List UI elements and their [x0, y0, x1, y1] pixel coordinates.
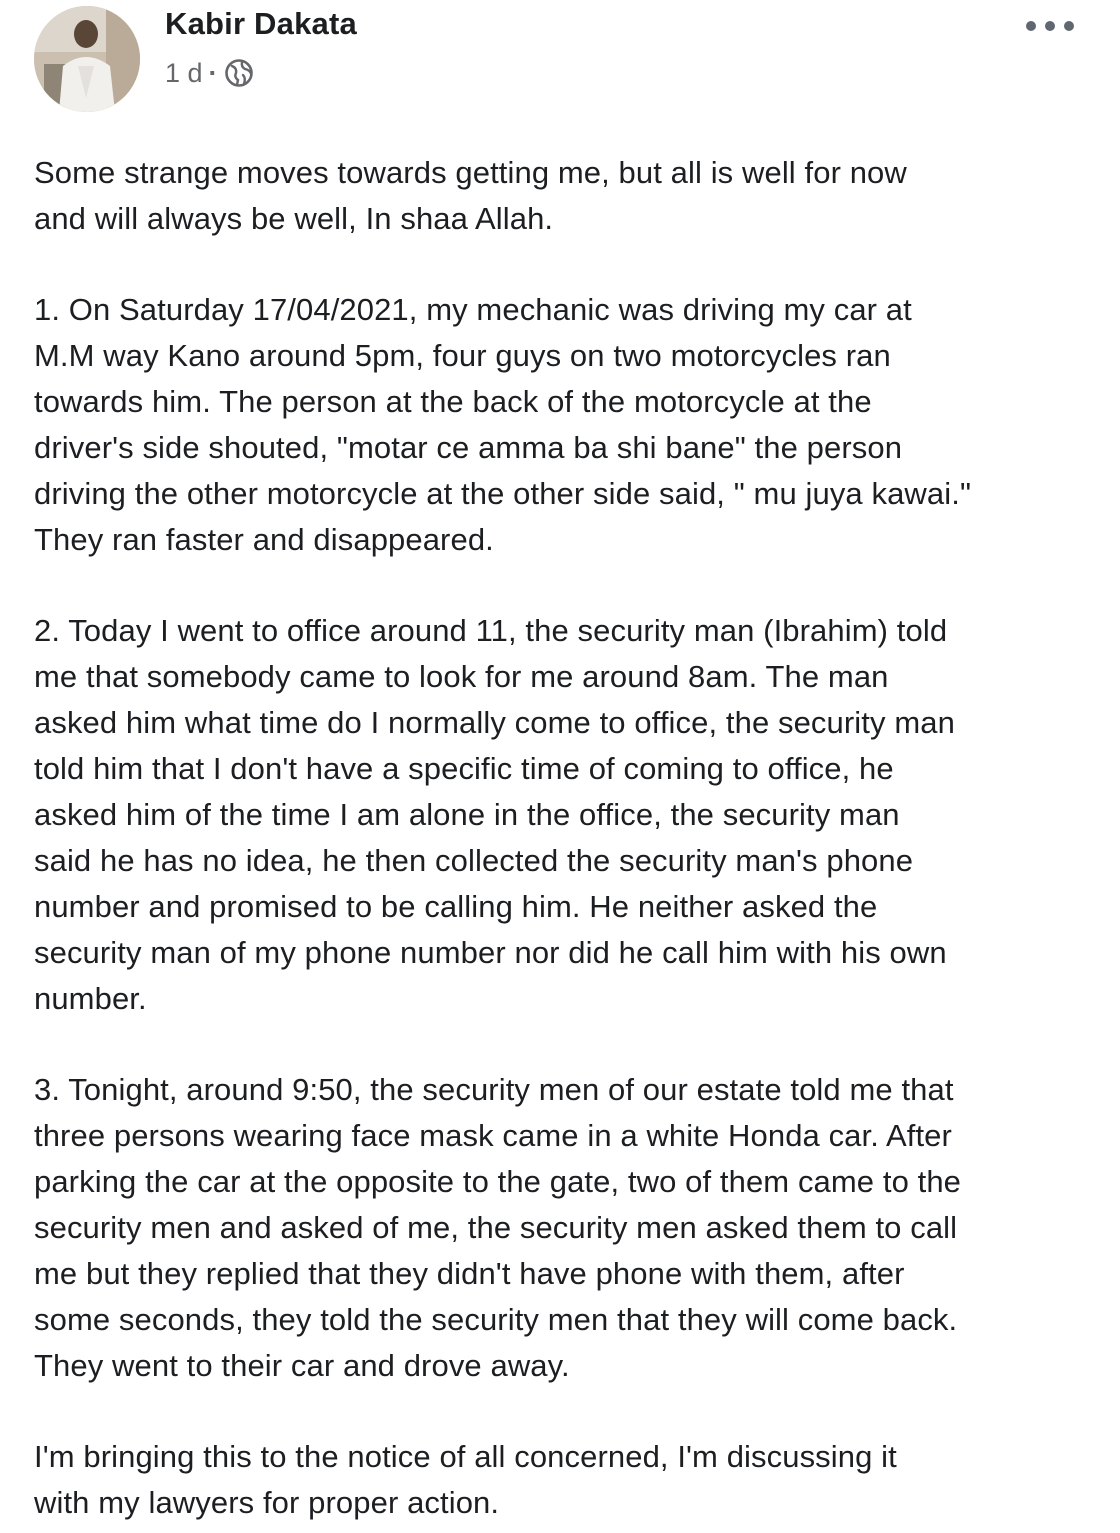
post-paragraph-closing: I'm bringing this to the notice of all concerned, I'm discussing it with my lawyers for proper action. — [34, 1439, 897, 1520]
post-paragraph-1: 1. On Saturday 17/04/2021, my mechanic was driving my car at M.M way Kano around 5pm, four guys on two motorcycles ran towards him. The person at the back of the motorcycle at the driver's side shouted, "motar ce amma ba shi bane" the person driving the other motorcycle at the other side said, " mu juya kawai." They ran faster and disappeared. — [34, 292, 972, 557]
more-dot — [1026, 21, 1036, 31]
author-avatar[interactable] — [34, 6, 140, 112]
more-dot — [1064, 21, 1074, 31]
globe-icon[interactable] — [224, 58, 254, 88]
post-timestamp[interactable]: 1 d — [165, 57, 203, 88]
post-body — [34, 150, 1094, 1526]
author-name[interactable]: Kabir Dakata — [165, 6, 357, 41]
post-paragraph-2: 2. Today I went to office around 11, the security man (Ibrahim) told me that somebody came to look for me around 8am. The man asked him what time do I normally come to office, the security man told him that I don't have a specific time of coming to office, he asked him of the time I am alone in the office, the security man said he has no idea, he then collected the security man's phone number and promised to be calling him. He neither asked the security man of my phone number nor did he call him with his own number. — [34, 613, 955, 1016]
post-meta — [165, 56, 254, 90]
profile-photo-icon — [34, 6, 140, 112]
post-paragraph-intro: Some strange moves towards getting me, but all is well for now and will always be well, In shaa Allah. — [34, 155, 907, 236]
post-paragraph-3: 3. Tonight, around 9:50, the security men of our estate told me that three persons wearing face mask came in a white Honda car. After parking the car at the opposite to the gate, two of them came to the security men and asked of me, the security men asked them to call me but they replied that they didn't have phone with them, after some seconds, they told the security men that they will come back. They went to their car and drove away. — [34, 1072, 962, 1383]
more-options-icon[interactable] — [1026, 14, 1074, 38]
post-header — [0, 0, 1120, 130]
meta-separator: · — [208, 57, 218, 88]
more-dot — [1045, 21, 1055, 31]
